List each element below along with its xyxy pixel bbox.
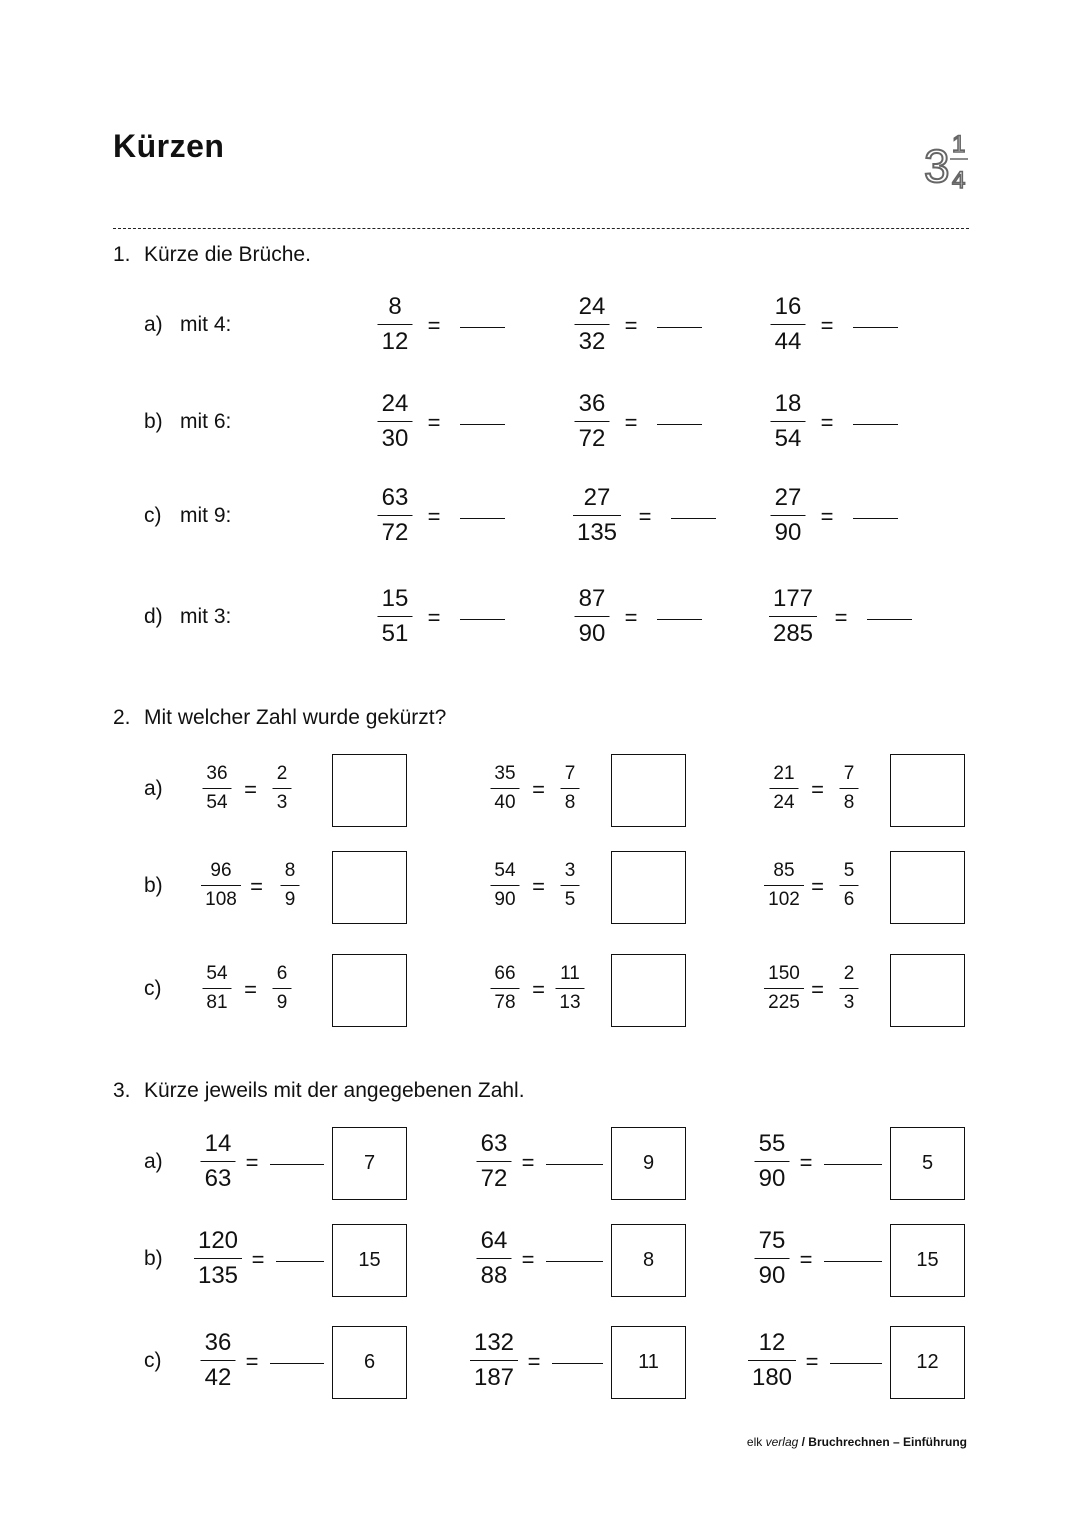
equals-sign: = <box>532 777 545 802</box>
fraction-logo <box>922 126 972 196</box>
denominator: 81 <box>206 992 228 1013</box>
fraction <box>575 292 610 357</box>
fraction <box>273 762 292 815</box>
denominator: 12 <box>381 328 409 355</box>
fraction-bar <box>840 988 859 989</box>
numerator: 18 <box>774 390 802 417</box>
footer-credit: elk verlag / Bruchrechnen – Einführung <box>746 1435 967 1449</box>
numerator: 3 <box>564 860 576 881</box>
fraction <box>491 962 520 1015</box>
numerator: 6 <box>276 963 288 984</box>
equals-sign: = <box>624 605 638 630</box>
equals-sign: = <box>532 874 545 899</box>
equals-sign: = <box>244 777 257 802</box>
row-letter: b) <box>144 1247 163 1270</box>
equals-sign: = <box>624 410 638 435</box>
fraction-bar <box>203 788 232 789</box>
denominator: 90 <box>758 1262 786 1289</box>
equals-sign: = <box>799 1150 813 1175</box>
numerator: 24 <box>578 293 606 320</box>
row-letter: a) <box>144 1150 163 1173</box>
fraction <box>378 389 413 454</box>
answer-blank[interactable] <box>657 619 702 620</box>
numerator: 132 <box>473 1329 515 1356</box>
denominator: 90 <box>494 889 516 910</box>
numerator: 2 <box>843 963 855 984</box>
fraction-bar <box>840 788 859 789</box>
numerator: 36 <box>204 1329 232 1356</box>
row-letter: a) <box>144 777 163 800</box>
fraction <box>771 483 806 548</box>
fraction-bar <box>470 1360 518 1361</box>
denominator: 3 <box>276 792 288 813</box>
fraction-bar <box>378 324 413 325</box>
fraction <box>378 292 413 357</box>
numerator: 27 <box>774 484 802 511</box>
numerator: 24 <box>381 390 409 417</box>
fraction <box>201 859 241 912</box>
denominator: 42 <box>204 1364 232 1391</box>
row-label <box>144 605 231 629</box>
denominator: 90 <box>578 620 606 647</box>
fraction-bar <box>764 988 804 989</box>
fraction <box>378 483 413 548</box>
denominator: 90 <box>774 519 802 546</box>
fraction <box>840 762 859 815</box>
answer-box[interactable]: 15 <box>890 1224 965 1297</box>
answer-box[interactable] <box>890 954 965 1027</box>
answer-blank[interactable] <box>546 1164 603 1165</box>
denominator: 135 <box>576 519 618 546</box>
row-letter: b) <box>144 410 163 433</box>
fraction-bar <box>573 515 621 516</box>
answer-box[interactable] <box>332 754 407 827</box>
fraction <box>203 962 232 1015</box>
numerator: 63 <box>480 1130 508 1157</box>
numerator: 16 <box>774 293 802 320</box>
fraction-bar <box>273 988 292 989</box>
equals-sign: = <box>427 313 441 338</box>
denominator: 285 <box>772 620 814 647</box>
numerator: 15 <box>381 585 409 612</box>
fraction <box>201 1129 236 1194</box>
fraction-bar <box>477 1258 512 1259</box>
numerator: 54 <box>206 963 228 984</box>
denominator: 3 <box>843 992 855 1013</box>
numerator: 27 <box>583 484 611 511</box>
fraction-bar <box>770 788 799 789</box>
fraction <box>764 962 804 1015</box>
denominator: 5 <box>564 889 576 910</box>
answer-blank[interactable] <box>460 424 505 425</box>
fraction <box>770 762 799 815</box>
exercise-1-heading: 1. Kürze die Brüche. <box>113 243 311 266</box>
row-label <box>144 1247 180 1271</box>
fraction-bar <box>764 885 804 886</box>
answer-box[interactable] <box>611 851 686 924</box>
row-letter: c) <box>144 977 162 1000</box>
numerator: 14 <box>204 1130 232 1157</box>
fraction-bar <box>273 788 292 789</box>
answer-blank[interactable] <box>460 619 505 620</box>
fraction-bar <box>378 421 413 422</box>
fraction-bar <box>561 885 580 886</box>
fraction <box>771 292 806 357</box>
answer-blank[interactable] <box>830 1363 882 1364</box>
equals-sign: = <box>834 605 848 630</box>
fraction-bar <box>201 1161 236 1162</box>
answer-blank[interactable] <box>276 1261 324 1262</box>
answer-blank[interactable] <box>824 1261 882 1262</box>
answer-blank[interactable] <box>270 1164 324 1165</box>
logo-whole: 3 <box>924 140 950 192</box>
fraction-bar <box>575 616 610 617</box>
numerator: 63 <box>381 484 409 511</box>
fraction <box>491 859 520 912</box>
denominator: 51 <box>381 620 409 647</box>
fraction <box>573 483 621 548</box>
denominator: 72 <box>381 519 409 546</box>
fraction-bar <box>556 988 585 989</box>
denominator: 54 <box>206 792 228 813</box>
equals-sign: = <box>251 1247 265 1272</box>
denominator: 13 <box>559 992 581 1013</box>
numerator: 36 <box>206 763 228 784</box>
fraction-bar <box>575 421 610 422</box>
numerator: 5 <box>843 860 855 881</box>
denominator: 9 <box>276 992 288 1013</box>
answer-blank[interactable] <box>824 1164 882 1165</box>
equals-sign: = <box>521 1247 535 1272</box>
denominator: 72 <box>578 425 606 452</box>
equals-sign: = <box>624 313 638 338</box>
fraction-bar <box>378 515 413 516</box>
row-text: mit 6: <box>180 410 232 433</box>
answer-blank[interactable] <box>657 327 702 328</box>
denominator: 90 <box>758 1165 786 1192</box>
answer-box[interactable]: 8 <box>611 1224 686 1297</box>
numerator: 7 <box>564 763 576 784</box>
fraction-bar <box>840 885 859 886</box>
denominator: 72 <box>480 1165 508 1192</box>
answer-box[interactable] <box>332 851 407 924</box>
fraction <box>281 859 300 912</box>
fraction-bar <box>771 324 806 325</box>
equals-sign: = <box>427 504 441 529</box>
page-title: Kürzen <box>113 128 225 164</box>
fraction <box>840 962 859 1015</box>
fraction-bar <box>491 885 520 886</box>
fraction <box>748 1328 796 1393</box>
fraction <box>575 584 610 649</box>
denominator: 44 <box>774 328 802 355</box>
equals-sign: = <box>427 410 441 435</box>
fraction <box>203 762 232 815</box>
logo-den: 4 <box>952 167 966 194</box>
row-letter: a) <box>144 313 163 336</box>
denominator: 8 <box>564 792 576 813</box>
numerator: 85 <box>773 860 795 881</box>
numerator: 54 <box>494 860 516 881</box>
fraction <box>194 1226 242 1291</box>
fraction <box>477 1129 512 1194</box>
numerator: 36 <box>578 390 606 417</box>
answer-blank[interactable] <box>853 327 898 328</box>
equals-sign: = <box>820 313 834 338</box>
fraction <box>378 584 413 649</box>
equals-sign: = <box>638 504 652 529</box>
fraction <box>769 584 817 649</box>
fraction-bar <box>201 1360 236 1361</box>
answer-box[interactable] <box>332 954 407 1027</box>
fraction-bar <box>755 1161 790 1162</box>
denominator: 24 <box>773 792 795 813</box>
fraction <box>201 1328 236 1393</box>
fraction <box>755 1129 790 1194</box>
logo-num: 1 <box>952 131 966 158</box>
row-text: mit 3: <box>180 605 232 628</box>
answer-box[interactable]: 11 <box>611 1326 686 1399</box>
equals-sign: = <box>820 504 834 529</box>
row-text: mit 9: <box>180 504 232 527</box>
fraction <box>840 859 859 912</box>
fraction <box>491 762 520 815</box>
fraction <box>470 1328 518 1393</box>
equals-sign: = <box>245 1349 259 1374</box>
denominator: 32 <box>578 328 606 355</box>
numerator: 96 <box>210 860 232 881</box>
denominator: 6 <box>843 889 855 910</box>
row-letter: c) <box>144 504 162 527</box>
answer-box[interactable]: 15 <box>332 1224 407 1297</box>
denominator: 78 <box>494 992 516 1013</box>
answer-blank[interactable] <box>460 327 505 328</box>
equals-sign: = <box>521 1150 535 1175</box>
numerator: 12 <box>758 1329 786 1356</box>
numerator: 150 <box>768 963 800 984</box>
denominator: 187 <box>473 1364 515 1391</box>
denominator: 9 <box>284 889 296 910</box>
numerator: 120 <box>197 1227 239 1254</box>
equals-sign: = <box>532 977 545 1002</box>
fraction-bar <box>755 1258 790 1259</box>
answer-box[interactable]: 5 <box>890 1127 965 1200</box>
answer-blank[interactable] <box>853 518 898 519</box>
equals-sign: = <box>244 977 257 1002</box>
numerator: 87 <box>578 585 606 612</box>
equals-sign: = <box>805 1349 819 1374</box>
numerator: 2 <box>276 763 288 784</box>
numerator: 64 <box>480 1227 508 1254</box>
answer-blank[interactable] <box>460 518 505 519</box>
fraction <box>556 962 585 1015</box>
row-label <box>144 777 180 801</box>
fraction-bar <box>769 616 817 617</box>
row-label <box>144 410 231 434</box>
fraction-bar <box>203 988 232 989</box>
fraction-bar <box>771 421 806 422</box>
denominator: 8 <box>843 792 855 813</box>
denominator: 102 <box>768 889 800 910</box>
answer-blank[interactable] <box>546 1261 603 1262</box>
numerator: 7 <box>843 763 855 784</box>
exercise-2-heading: 2. Mit welcher Zahl wurde gekürzt? <box>113 706 447 729</box>
equals-sign: = <box>799 1247 813 1272</box>
fraction-bar <box>748 1360 796 1361</box>
answer-blank[interactable] <box>657 424 702 425</box>
equals-sign: = <box>527 1349 541 1374</box>
equals-sign: = <box>811 777 824 802</box>
fraction <box>771 389 806 454</box>
fraction <box>755 1226 790 1291</box>
equals-sign: = <box>250 874 263 899</box>
fraction <box>477 1226 512 1291</box>
numerator: 8 <box>284 860 296 881</box>
row-label <box>144 977 180 1001</box>
fraction-bar <box>491 988 520 989</box>
row-letter: d) <box>144 605 163 628</box>
fraction-bar <box>575 324 610 325</box>
exercise-3-heading: 3. Kürze jeweils mit der angegebenen Zahl. <box>113 1079 525 1102</box>
numerator: 11 <box>560 963 580 984</box>
row-text: mit 4: <box>180 313 232 336</box>
denominator: 30 <box>381 425 409 452</box>
answer-box[interactable] <box>611 754 686 827</box>
numerator: 55 <box>758 1130 786 1157</box>
answer-blank[interactable] <box>270 1363 324 1364</box>
denominator: 108 <box>205 889 237 910</box>
fraction-bar <box>378 616 413 617</box>
equals-sign: = <box>820 410 834 435</box>
fraction-bar <box>201 885 241 886</box>
answer-blank[interactable] <box>853 424 898 425</box>
fraction <box>561 762 580 815</box>
answer-box[interactable]: 12 <box>890 1326 965 1399</box>
fraction-bar <box>194 1258 242 1259</box>
answer-blank[interactable] <box>671 518 716 519</box>
answer-box[interactable] <box>890 851 965 924</box>
fraction <box>273 962 292 1015</box>
fraction <box>575 389 610 454</box>
answer-blank[interactable] <box>867 619 912 620</box>
fraction-bar <box>477 1161 512 1162</box>
row-label <box>144 1349 180 1373</box>
numerator: 177 <box>772 585 814 612</box>
numerator: 8 <box>388 293 402 320</box>
equals-sign: = <box>427 605 441 630</box>
denominator: 135 <box>197 1262 239 1289</box>
denominator: 225 <box>768 992 800 1013</box>
row-label <box>144 504 231 528</box>
separator-line <box>113 228 969 229</box>
denominator: 40 <box>494 792 516 813</box>
fraction <box>764 859 804 912</box>
fraction <box>561 859 580 912</box>
denominator: 63 <box>204 1165 232 1192</box>
fraction-bar <box>281 885 300 886</box>
row-label <box>144 1150 180 1174</box>
equals-sign: = <box>811 874 824 899</box>
row-letter: b) <box>144 874 163 897</box>
denominator: 88 <box>480 1262 508 1289</box>
answer-box[interactable]: 9 <box>611 1127 686 1200</box>
equals-sign: = <box>811 977 824 1002</box>
row-letter: c) <box>144 1349 162 1372</box>
answer-box[interactable] <box>890 754 965 827</box>
numerator: 75 <box>758 1227 786 1254</box>
denominator: 54 <box>774 425 802 452</box>
answer-box[interactable] <box>611 954 686 1027</box>
denominator: 180 <box>751 1364 793 1391</box>
numerator: 35 <box>494 763 516 784</box>
numerator: 21 <box>773 763 795 784</box>
equals-sign: = <box>245 1150 259 1175</box>
answer-box[interactable]: 6 <box>332 1326 407 1399</box>
answer-blank[interactable] <box>552 1363 603 1364</box>
fraction-bar <box>491 788 520 789</box>
row-label <box>144 313 231 337</box>
numerator: 66 <box>494 963 516 984</box>
fraction-bar <box>771 515 806 516</box>
row-label <box>144 874 180 898</box>
fraction-bar <box>561 788 580 789</box>
answer-box[interactable]: 7 <box>332 1127 407 1200</box>
